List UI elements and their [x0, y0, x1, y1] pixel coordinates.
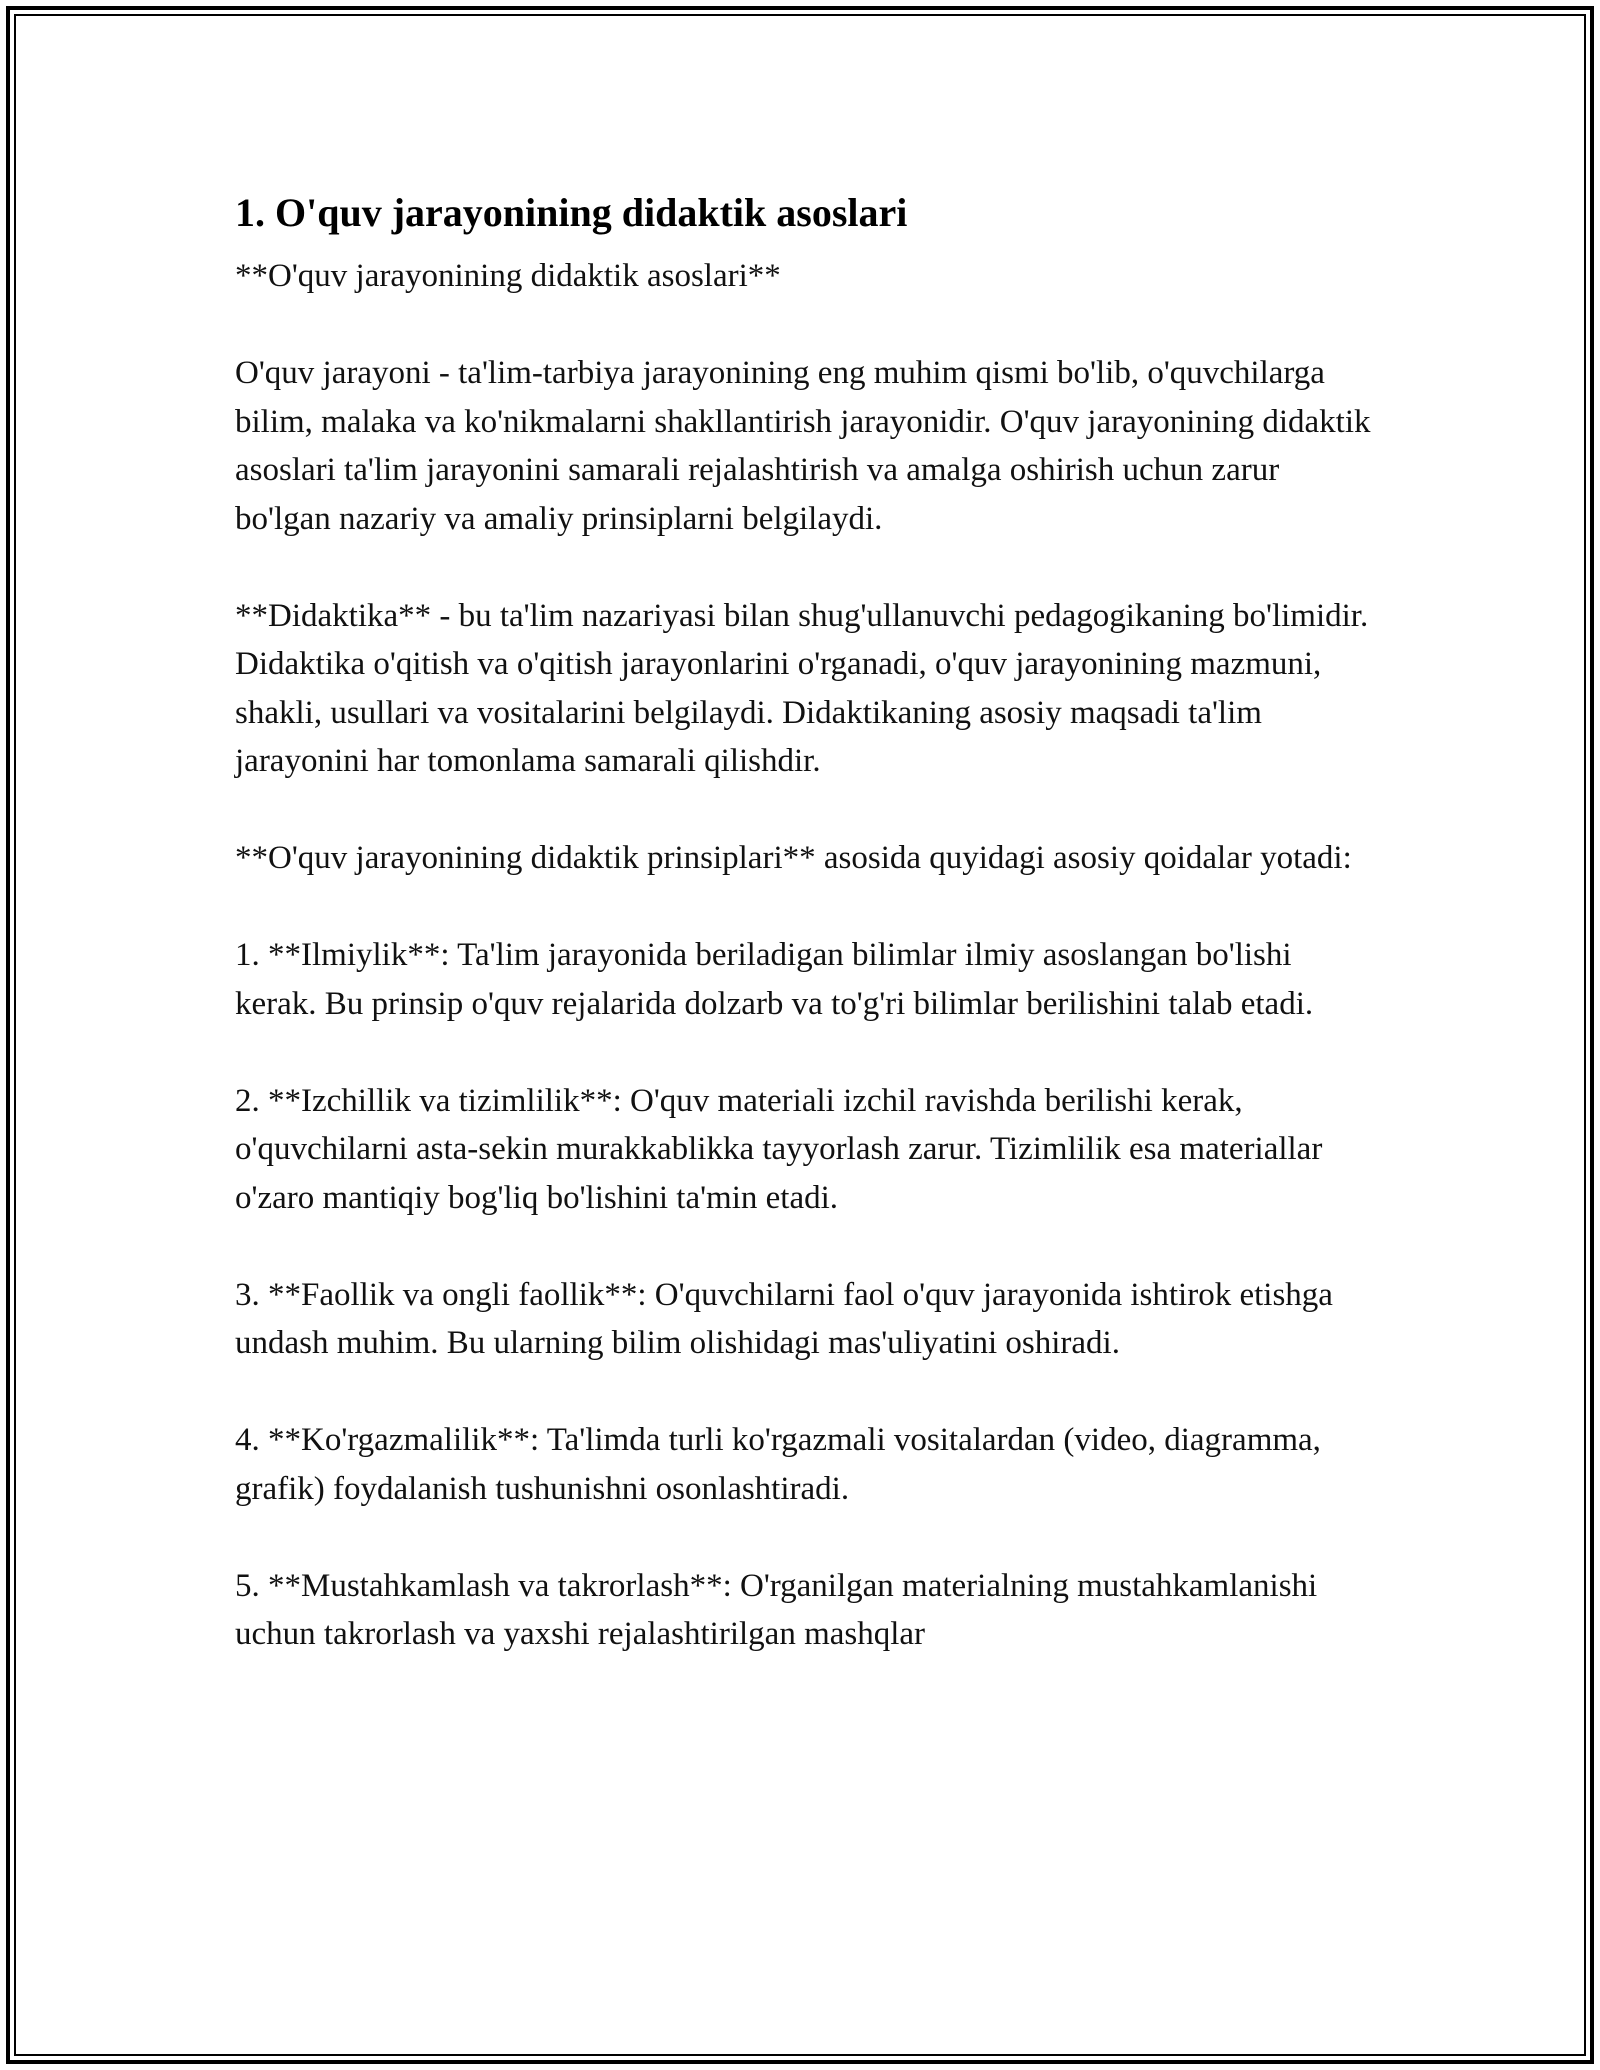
paragraph-didaktika: **Didaktika** - bu ta'lim nazariyasi bilan shug'ullanuvchi pedagogikaning bo'limidir. Didaktika o'qitish va o'qitish jarayonlarini o'rganadi, o'quv jarayonining mazmuni, shakli, usullari va vositalarini belgilaydi. Didaktikaning asosiy maqsadi ta'lim jarayonini har tomonlama samarali qilishdir.	[235, 597, 1369, 779]
paragraph-principles-intro: **O'quv jarayonining didaktik prinsiplari** asosida quyidagi asosiy qoidalar yotadi:	[235, 840, 1352, 876]
document-body	[235, 186, 1375, 1659]
list-item-mustahkamlash: 5. **Mustahkamlash va takrorlash**: O'rganilgan materialning mustahkamlanishi uchun takrorlash va yaxshi rejalashtirilgan mashqlar	[235, 1567, 1318, 1652]
list-item-korgazmalilik: 4. **Ko'rgazmalilik**: Ta'limda turli ko'rgazmali vositalardan (video, diagramma, grafik) foydalanish tushunishni osonlashtiradi.	[235, 1422, 1321, 1507]
list-item-faollik: 3. **Faollik va ongli faollik**: O'quvchilarni faol o'quv jarayonida ishtirok etishga undash muhim. Bu ularning bilim olishidagi mas'uliyatini oshiradi.	[235, 1276, 1333, 1361]
paragraph-intro: O'quv jarayoni - ta'lim-tarbiya jarayonining eng muhim qismi bo'lib, o'quvchilarga bilim, malaka va ko'nikmalarni shakllantirish jarayonidir. O'quv jarayonining didaktik asoslari ta'lim jarayonini samarali rejalashtirish va amalga oshirish uchun zarur bo'lgan nazariy va amaliy prinsiplarni belgilaydi.	[235, 355, 1371, 537]
page-title: 1. O'quv jarayonining didaktik asoslari	[235, 190, 908, 235]
list-item-ilmiylik: 1. **Ilmiylik**: Ta'lim jarayonida beriladigan bilimlar ilmiy asoslangan bo'lishi kerak. Bu prinsip o'quv rejalarida dolzarb va to'g'ri bilimlar berilishini talab etadi.	[235, 937, 1314, 1022]
paragraph-heading: **O'quv jarayonining didaktik asoslari**	[235, 258, 781, 294]
list-item-izchillik: 2. **Izchillik va tizimlilik**: O'quv materiali izchil ravishda berilishi kerak, o'quvchilarni asta-sekin murakkablikka tayyorlash zarur. Tizimlilik esa materiallar o'zaro mantiqiy bog'liq bo'lishini ta'min etadi.	[235, 1082, 1323, 1216]
